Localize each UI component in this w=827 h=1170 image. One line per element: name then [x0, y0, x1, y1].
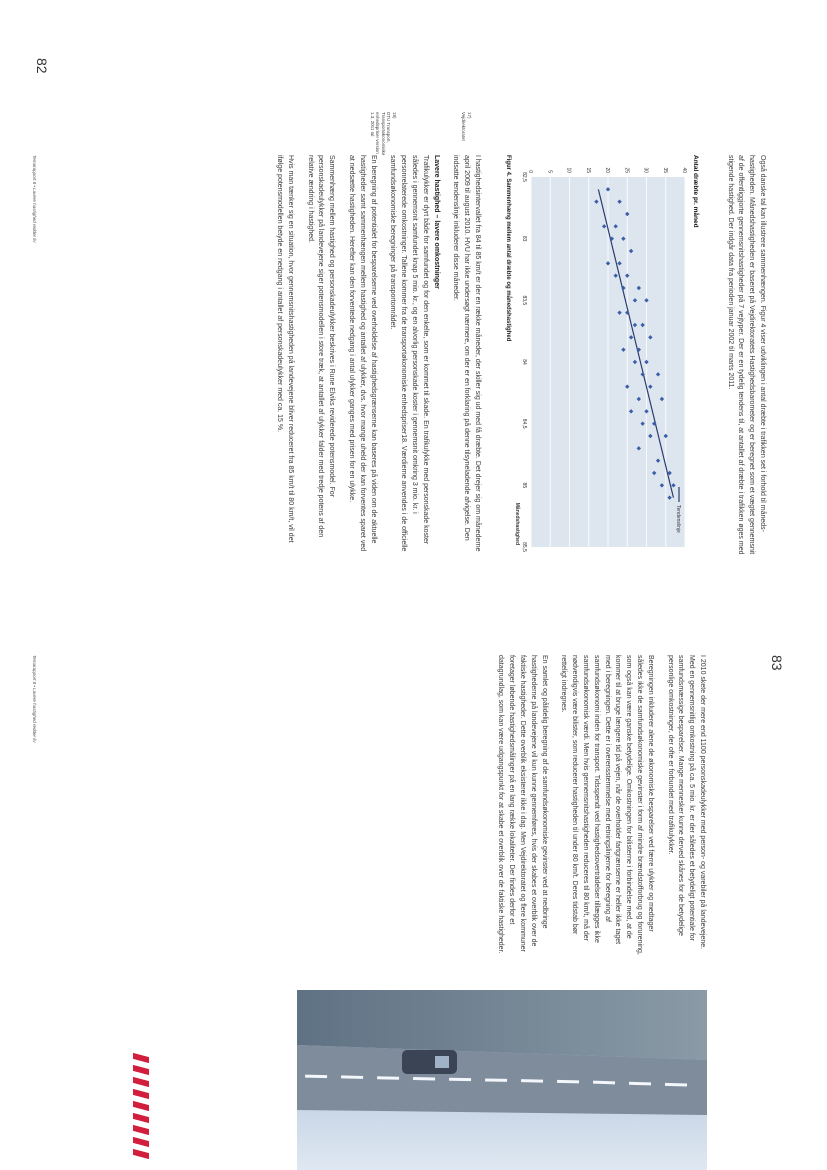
y-tick-label: 25	[623, 167, 630, 173]
right-body-column	[486, 655, 707, 955]
x-tick-label: 82,5	[521, 172, 527, 182]
x-tick-label: 83,5	[521, 295, 527, 306]
running-footer-left: Temarapport 8 • Lavere hastighed redder liv	[32, 155, 37, 243]
paragraph-costs: Trafikulykker er dyrt både for samfundet og for den enkelte, som er kommet til skade. En trafikulykke med personskade koster således i gennemsnit samfundet knap 5 mio. kr., og en alvorlig personskade koster i gennemsnit omkring 3 mio. kr. i personrelaterede omkostninger. Tallene kommer fra de transportøkonomiske enhedspriser18. Værdierne anvendes i de officielle samfundsøkonomiske beregninger på transportområdet.	[389, 155, 429, 552]
left-body-column	[264, 155, 482, 555]
right-paragraph-2: Beregningen inkluderer alene de økonomiske besparelser ved færre ulykker og medtager således ikke de samfundsøkonomiske gevinster i form af mindre brændstofforbrug og forurening, som også kan være ganske betydelige. Omkostningen for bilisterne i forbindelse med, at de kommer til at bruge længere tid på vejen, når de overholder fartgrænserne er heller ikke taget med i beregningen. Dette er i overensstemmelse med retningslinjerne for beregning af samfundsøkonomi inden for transport. Tidsspendt ved hastighedsoverträdelser tillægges ikke samfundsøkonomisk værdi. Men hvis gennemsnitshastigheden reduceres til 80 km/t, må der nødvendigvis være bilister, som reducerer hastigheden til under 80 km/t. Deres tidstab bør retteligt indregnes.	[560, 655, 654, 955]
x-tick-label: 84,5	[521, 418, 527, 429]
y-tick-label: 0	[527, 170, 533, 173]
paragraph-calc: En beregning af potentialet for besparelserne ved overholdelse af hastighedsgrænserne kan baseres på viden om de aktuelle hastigheder samt sammenhængen mellem hastighed og antallet af ulykker, dvs. hvor mange uheld der kan forventes sparet ved at nedsætte hastigheden. Herefter kan den forventede nedgang i antal ulykker ganges med prisen for en ulykke.	[348, 155, 377, 552]
paragraph-example: Hvis man tænker sig en situation, hvor gennemsnitshastigheden på landevejene bliver reduceret fra 85 km/t til 80 km/t, vil det ifølge potensmodellen betyde en nedgang i antallet af personskadeulykker med ca. 15 %.	[276, 155, 294, 543]
decorative-red-marks	[130, 1055, 152, 1165]
page-number-right: 83	[769, 655, 785, 671]
right-paragraph-3: En samlet og pålidelig beregning af de samfundsøkonomiske gevinster ved at nedbringe hastighederne på landevejene vil kun kunne gennemføres, hvis der skabes et overblik over de faktiske hastigheder. Dette overblik eksisterer ikke i dag. Men Vejdirektoratet og flere kommuner foretager løbende hastighedsmålinger på en lang række lokaliteter. Der findes derfor et datagrundlag, som kan være udgangspunkt for at skabe et overblik over de faktiske hastigheder.	[497, 655, 548, 954]
left-intro-column	[715, 155, 767, 555]
road-photo	[297, 990, 707, 1170]
y-tick-label: 35	[661, 167, 668, 173]
x-tick-label: 85,5	[521, 542, 527, 552]
heading-costs: Lavere hastighed – lavere omkostninger	[432, 155, 440, 289]
page-number-left: 82	[34, 58, 50, 74]
intro-paragraph: Også danske tal kan illustrere sammenhængen. Figur 4 viser udviklingen i antal dræbte i trafikken set i forhold til måneds-hastigheden. Månedshastigheden er baseret på Vejdirektoratets Hastighedsbarometer og er beregnet som et vægtet gennemsnit af de offentliggjorte gennemsnitshastigheder på 7 vejtyper. Der er en tydelig tendens til, at antallet af dræbte i trafikken øges med stigende hastighed. Der indgår data fra perioden januar 2002 til marts 2011.	[726, 155, 766, 555]
legend-label: Tendenslinje	[675, 505, 681, 533]
y-tick-label: 5	[546, 170, 553, 173]
x-tick-label: 83	[521, 235, 527, 242]
chart-caption: Figur 4. Sammenhæng mellem antal dræbte og månedshastighed	[505, 155, 511, 342]
x-tick-label: 84	[521, 359, 527, 365]
y-tick-label: 20	[604, 167, 610, 173]
right-page	[0, 585, 827, 1170]
x-tick-label: 85	[521, 482, 527, 489]
figure-4-chart	[505, 155, 699, 555]
y-tick-label: 30	[642, 167, 649, 173]
chart-title: Antal dræbte pr. måned	[692, 155, 699, 228]
y-tick-label: 10	[565, 167, 572, 173]
right-paragraph-1: I 2010 skete der mere end 1100 personskadeulykker med person- og varebiler på landevejene. Med en gennemsnitlig omkostning på ca. 5 mio. kr. er der således et betydeligt potentiale for samfundsmæssige besparelser. Mange mennesker kunne derved skånes for de betydelige personlige omkostninger, der ofte er forbundet med trafikulykker.	[666, 655, 706, 950]
paragraph-model: Sammenhæng mellem hastighed og personskadeulykker beskrives i Rune Elviks reviderede potensmodel. For personskadeulykker på landevejene siger potensmodellen i store træk, at antallet af ulykker falder med tredje potens af den relative ændring i hastighed.	[306, 155, 336, 538]
chart-svg	[509, 155, 691, 555]
paragraph-interval: I hastighedsintervallet fra 84 til 85 km/t er der en række måneder, der skiller sig ud med få dræbte. Det drejer sig om månederne april 2009 til august 2010. HVU har ikke undersøgt nærmere, om der er en forklaring på denne tilsyneladende afvigelse. Den indsatte tendenslinje inkluderer disse måneder.	[452, 155, 481, 552]
sidenote-17: 17) Vejdirektoratet	[461, 112, 472, 141]
y-tick-label: 40	[681, 167, 687, 173]
sidenote-18: 18) DTU Transport, Transportøkonomiske enhedspriser version 1.3, 2011 tal	[370, 112, 397, 156]
x-axis-label: Månedshastighed	[514, 502, 520, 545]
y-tick-label: 15	[584, 167, 591, 173]
running-footer-right: Temarapport 8 • Lavere hastighed redder liv	[32, 655, 37, 743]
